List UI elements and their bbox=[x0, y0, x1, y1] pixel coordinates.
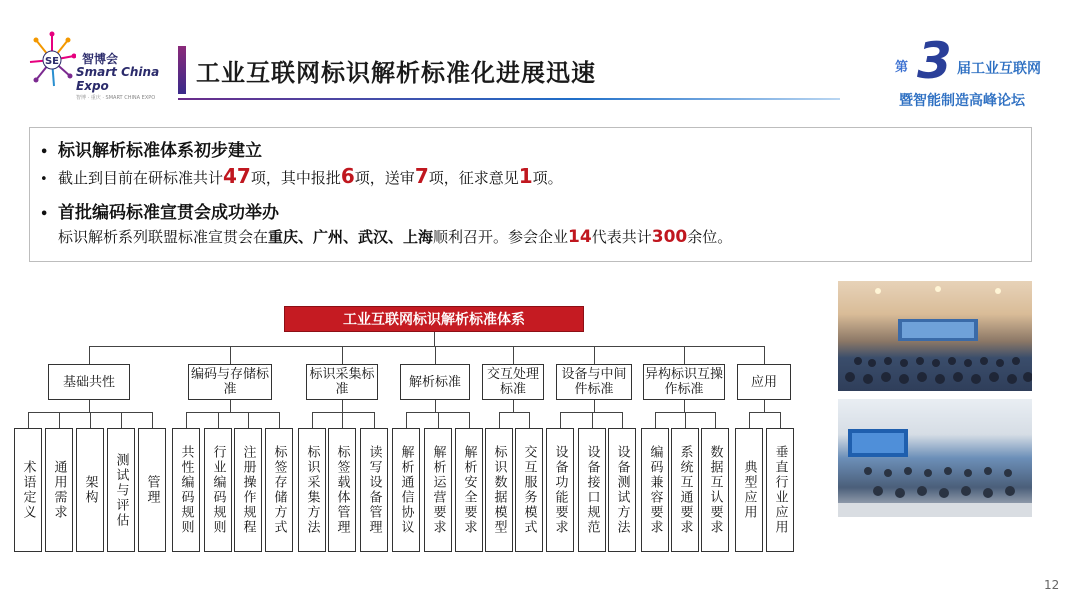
chart-leaf-node: 系统互通要求 bbox=[671, 428, 699, 552]
chart-leaf-node: 解析运营要求 bbox=[424, 428, 452, 552]
chart-connector bbox=[764, 346, 765, 364]
conference-photo-room bbox=[838, 399, 1032, 517]
chart-connector bbox=[715, 412, 716, 428]
chart-connector bbox=[312, 412, 374, 413]
chart-connector bbox=[685, 412, 686, 428]
chart-connector bbox=[764, 400, 765, 412]
chart-connector bbox=[28, 412, 29, 428]
chart-connector bbox=[592, 412, 593, 428]
bullet-text: 首批编码标准宣贯会成功举办 bbox=[58, 203, 279, 223]
stats-text: 项。 bbox=[532, 169, 563, 187]
chart-leaf-node: 解析安全要求 bbox=[455, 428, 483, 552]
chart-leaf-node: 通用需求 bbox=[45, 428, 73, 552]
conference-photo-hall bbox=[838, 281, 1032, 391]
chart-category-node: 基础共性 bbox=[48, 364, 130, 400]
chart-connector bbox=[279, 412, 280, 428]
chart-connector bbox=[529, 412, 530, 428]
chart-leaf-node: 术语定义 bbox=[14, 428, 42, 552]
chart-connector bbox=[406, 412, 407, 428]
chart-connector bbox=[513, 400, 514, 412]
stats-text: 项，其中报批 bbox=[250, 169, 341, 187]
chart-leaf-node: 测试与评估 bbox=[107, 428, 135, 552]
chart-category-node: 设备与中间件标准 bbox=[556, 364, 632, 400]
stats-text: 截止到目前在研标准共计 bbox=[58, 169, 224, 187]
chart-connector bbox=[186, 412, 279, 413]
chart-connector bbox=[560, 412, 622, 413]
logo-burst-icon bbox=[28, 30, 76, 90]
chart-connector bbox=[89, 346, 90, 364]
forum-badge-number: 3 bbox=[917, 32, 952, 90]
chart-connector bbox=[499, 412, 500, 428]
stat-review: 7 bbox=[414, 164, 429, 188]
summary-box bbox=[29, 127, 1032, 262]
page-title: 工业互联网标识解析标准化进展迅速 bbox=[196, 59, 596, 87]
chart-connector bbox=[342, 346, 343, 364]
stat-comments: 1 bbox=[518, 164, 533, 188]
meeting-cities: 重庆、广州、武汉、上海 bbox=[268, 228, 434, 246]
stat-total: 47 bbox=[223, 164, 251, 188]
chart-connector bbox=[374, 412, 375, 428]
chart-connector bbox=[152, 412, 153, 428]
chart-leaf-node: 行业编码规则 bbox=[204, 428, 232, 552]
chart-connector bbox=[560, 412, 561, 428]
chart-connector bbox=[684, 346, 685, 364]
chart-connector bbox=[312, 412, 313, 428]
chart-leaf-node: 标识采集方法 bbox=[298, 428, 326, 552]
chart-leaf-node: 设备测试方法 bbox=[608, 428, 636, 552]
chart-category-node: 解析标准 bbox=[400, 364, 470, 400]
chart-connector bbox=[121, 412, 122, 428]
stats-text: 项，征求意见 bbox=[428, 169, 519, 187]
logo-tagline: 智博 · 重庆 · SMART CHINA EXPO bbox=[76, 95, 156, 101]
chart-connector bbox=[89, 346, 764, 347]
chart-connector bbox=[780, 412, 781, 428]
logo-chinese-text: 智博会 bbox=[82, 52, 119, 66]
smart-china-expo-logo bbox=[28, 30, 178, 102]
chart-leaf-node: 标识数据模型 bbox=[485, 428, 513, 552]
chart-connector bbox=[622, 412, 623, 428]
meeting-text: 顺利召开。参会企业 bbox=[433, 228, 569, 246]
chart-connector bbox=[218, 412, 219, 428]
chart-connector bbox=[438, 412, 439, 428]
chart-connector bbox=[435, 346, 436, 364]
chart-leaf-node: 标签存储方式 bbox=[265, 428, 293, 552]
chart-category-node: 异构标识互操作标准 bbox=[643, 364, 725, 400]
title-underline bbox=[178, 98, 840, 100]
logo-english-line2: Expo bbox=[76, 79, 109, 93]
meeting-details bbox=[58, 226, 732, 247]
meeting-text: 代表共计 bbox=[591, 228, 652, 246]
svg-text:SE: SE bbox=[44, 56, 60, 67]
chart-root-node: 工业互联网标识解析标准体系 bbox=[284, 306, 584, 332]
page-number: 12 bbox=[1044, 578, 1060, 592]
chart-leaf-node: 管理 bbox=[138, 428, 166, 552]
chart-connector bbox=[342, 400, 343, 412]
stats-text: 项，送审 bbox=[354, 169, 415, 187]
bullet-standard-system bbox=[40, 136, 262, 161]
bullet-text: 标识解析标准体系初步建立 bbox=[58, 141, 262, 161]
chart-leaf-node: 垂直行业应用 bbox=[766, 428, 794, 552]
chart-connector bbox=[59, 412, 60, 428]
bullet-coding-meeting bbox=[40, 198, 279, 223]
chart-connector bbox=[684, 400, 685, 412]
meeting-text: 余位。 bbox=[687, 228, 733, 246]
chart-leaf-node: 典型应用 bbox=[735, 428, 763, 552]
chart-leaf-node: 设备功能要求 bbox=[546, 428, 574, 552]
chart-connector bbox=[342, 412, 343, 428]
bullet-dot-icon: • bbox=[40, 145, 49, 160]
forum-badge bbox=[895, 32, 1065, 109]
forum-badge-line1: 届工业互联网 bbox=[957, 61, 1041, 77]
chart-connector bbox=[749, 412, 750, 428]
chart-connector bbox=[248, 412, 249, 428]
chart-leaf-node: 数据互认要求 bbox=[701, 428, 729, 552]
forum-badge-di: 第 bbox=[895, 60, 909, 75]
chart-leaf-node: 设备接口规范 bbox=[578, 428, 606, 552]
chart-leaf-node: 交互服务模式 bbox=[515, 428, 543, 552]
chart-leaf-node: 编码兼容要求 bbox=[641, 428, 669, 552]
bullet-standard-stats bbox=[40, 164, 563, 188]
chart-connector bbox=[89, 400, 90, 412]
stat-attendees: 300 bbox=[651, 227, 688, 247]
chart-connector bbox=[749, 412, 780, 413]
stat-enterprises: 14 bbox=[568, 227, 592, 247]
chart-leaf-node: 架构 bbox=[76, 428, 104, 552]
chart-connector bbox=[594, 400, 595, 412]
meeting-text: 标识解析系列联盟标准宣贯会在 bbox=[58, 228, 269, 246]
chart-connector bbox=[434, 332, 435, 346]
chart-connector bbox=[499, 412, 529, 413]
chart-connector bbox=[230, 346, 231, 364]
title-accent-bar bbox=[178, 46, 186, 94]
chart-category-node: 交互处理标准 bbox=[482, 364, 544, 400]
bullet-dot-icon: • bbox=[40, 207, 49, 222]
chart-category-node: 编码与存储标准 bbox=[188, 364, 272, 400]
chart-connector bbox=[469, 412, 470, 428]
chart-connector bbox=[513, 346, 514, 364]
chart-connector bbox=[594, 346, 595, 364]
chart-leaf-node: 读写设备管理 bbox=[360, 428, 388, 552]
forum-badge-line2: 暨智能制造高峰论坛 bbox=[899, 93, 1025, 109]
chart-connector bbox=[435, 400, 436, 412]
chart-connector bbox=[230, 400, 231, 412]
chart-leaf-node: 标签载体管理 bbox=[328, 428, 356, 552]
chart-connector bbox=[655, 412, 656, 428]
chart-connector bbox=[186, 412, 187, 428]
bullet-dot-icon: • bbox=[40, 172, 48, 187]
chart-leaf-node: 注册操作规程 bbox=[234, 428, 262, 552]
chart-connector bbox=[90, 412, 91, 428]
chart-category-node: 标识采集标准 bbox=[306, 364, 378, 400]
chart-leaf-node: 共性编码规则 bbox=[172, 428, 200, 552]
chart-leaf-node: 解析通信协议 bbox=[392, 428, 420, 552]
logo-english-line1: Smart China bbox=[76, 65, 160, 79]
chart-category-node: 应用 bbox=[737, 364, 791, 400]
stat-approval: 6 bbox=[340, 164, 355, 188]
